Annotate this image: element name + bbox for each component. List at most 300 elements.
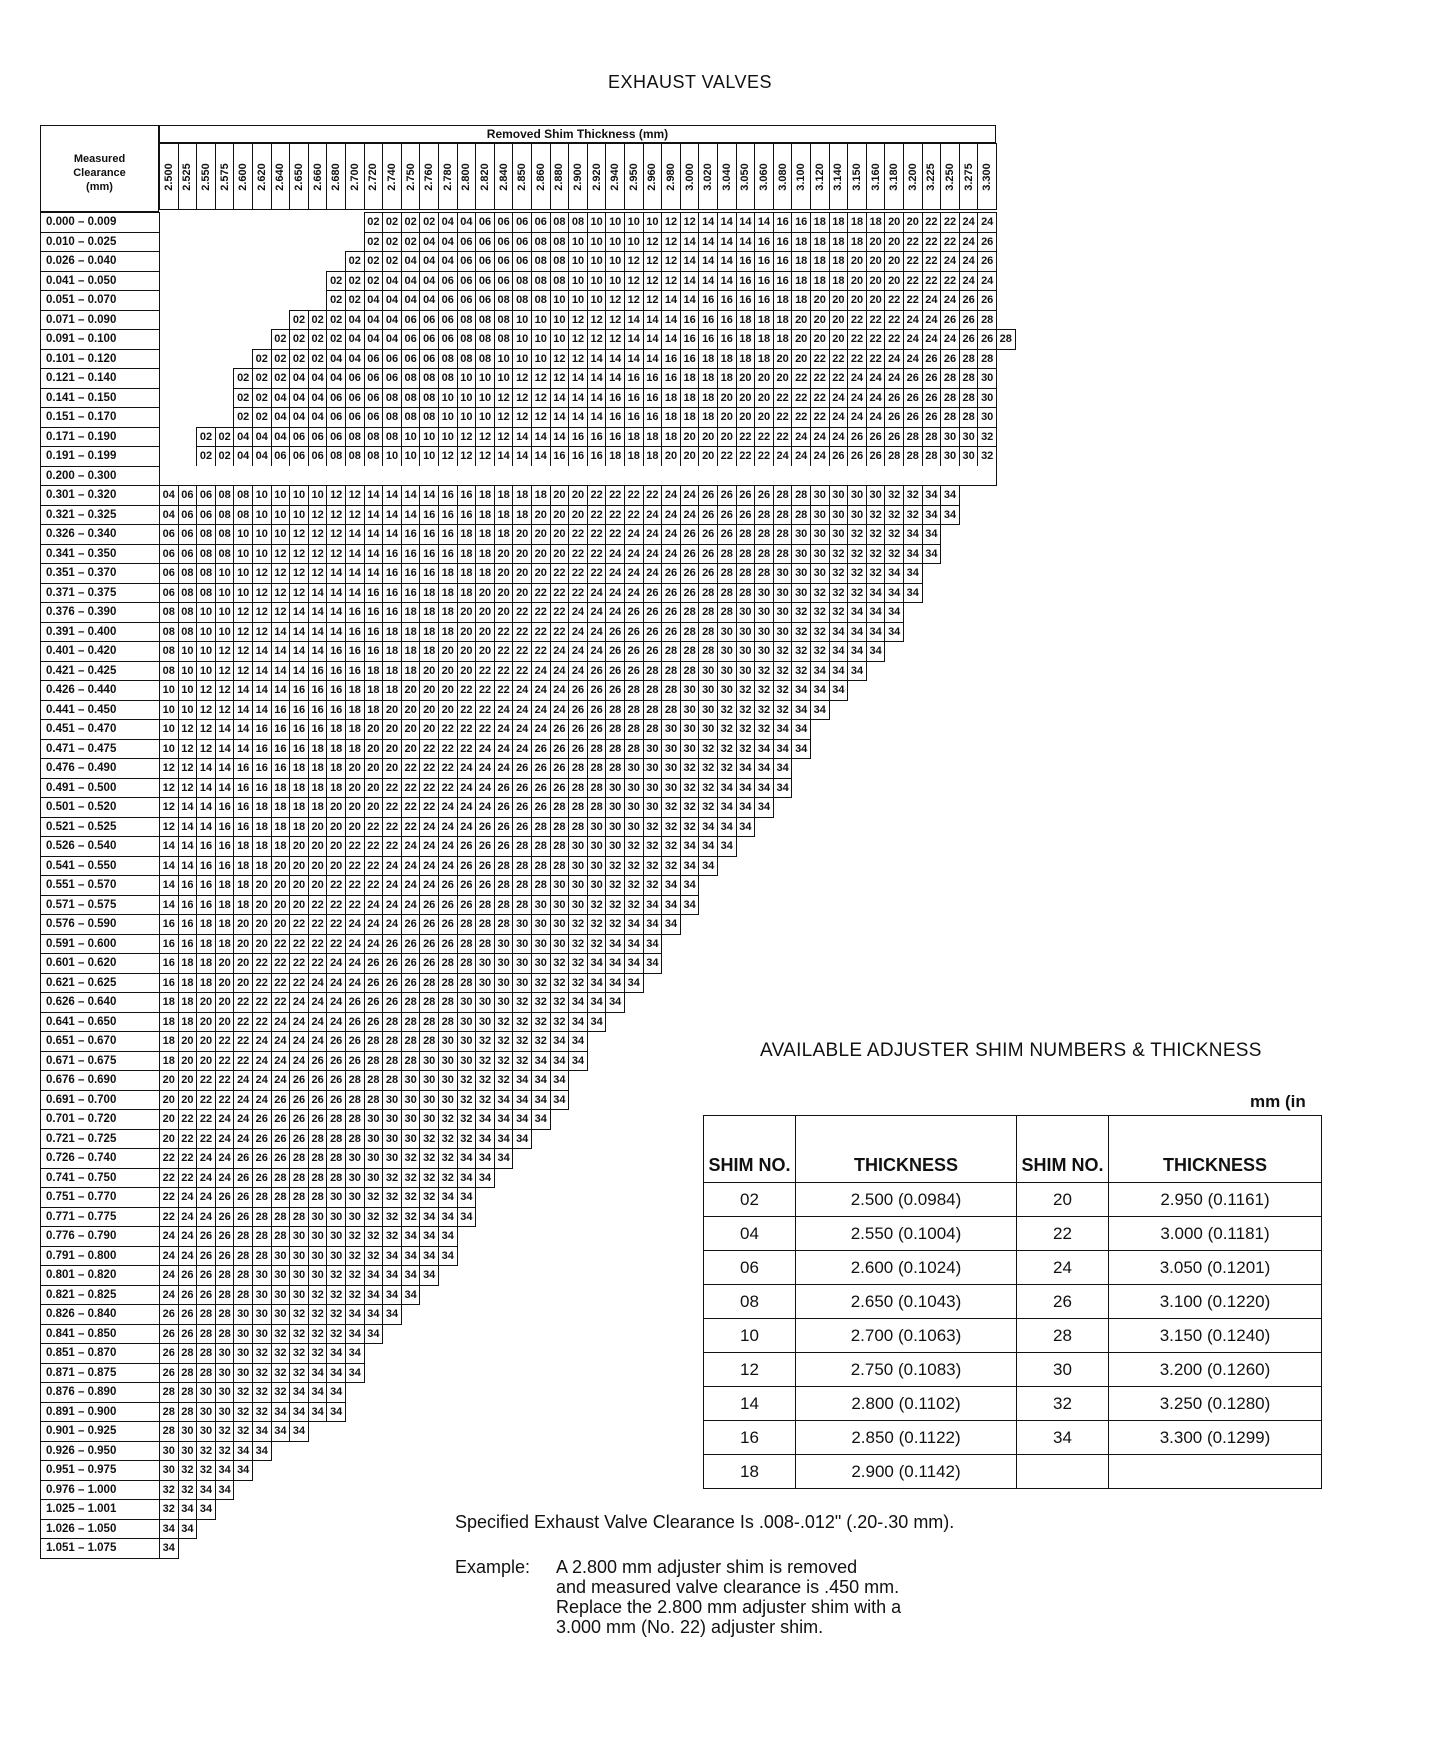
replacement-shim-cell: 04 xyxy=(364,329,384,350)
replacement-shim-cell: 30 xyxy=(643,739,663,760)
replacement-shim-cell: 32 xyxy=(196,1441,216,1462)
replacement-shim-cell: 02 xyxy=(196,427,216,448)
replacement-shim-cell: 22 xyxy=(940,212,960,233)
replacement-shim-cell: 18 xyxy=(475,505,495,526)
shim-thickness-column-header xyxy=(512,143,532,210)
clearance-range-label: 0.326 – 0.340 xyxy=(40,524,160,545)
replacement-shim-cell: 04 xyxy=(364,290,384,311)
replacement-shim-cell: 26 xyxy=(531,758,551,779)
replacement-shim-cell: 28 xyxy=(959,388,979,409)
replacement-shim-cell: 24 xyxy=(419,856,439,877)
column-value: 3.275 xyxy=(962,162,975,191)
replacement-shim-cell: 30 xyxy=(680,739,700,760)
replacement-shim-cell: 30 xyxy=(289,1226,309,1247)
replacement-shim-cell: 06 xyxy=(438,310,458,331)
replacement-shim-cell: 26 xyxy=(401,953,421,974)
replacement-shim-cell: 34 xyxy=(922,485,942,506)
replacement-shim-cell: 16 xyxy=(754,271,774,292)
replacement-shim-cell: 30 xyxy=(475,973,495,994)
replacement-shim-cell: 22 xyxy=(940,271,960,292)
replacement-shim-cell: 20 xyxy=(531,544,551,565)
replacement-shim-cell: 24 xyxy=(977,271,997,292)
replacement-shim-cell: 22 xyxy=(587,524,607,545)
replacement-shim-cell: 12 xyxy=(438,446,458,467)
replacement-shim-cell: 20 xyxy=(178,1070,198,1091)
replacement-shim-cell: 26 xyxy=(643,641,663,662)
replacement-shim-cell: 32 xyxy=(345,1265,365,1286)
replacement-shim-cell: 10 xyxy=(568,290,588,311)
replacement-shim-cell: 24 xyxy=(512,739,532,760)
replacement-shim-cell: 20 xyxy=(233,934,253,955)
replacement-shim-cell: 18 xyxy=(457,563,477,584)
replacement-shim-cell: 30 xyxy=(977,407,997,428)
replacement-shim-cell: 26 xyxy=(494,836,514,857)
replacement-shim-cell: 30 xyxy=(364,1129,384,1150)
replacement-shim-cell: 32 xyxy=(884,485,904,506)
replacement-shim-cell: 16 xyxy=(159,914,179,935)
replacement-shim-cell: 14 xyxy=(252,661,272,682)
replacement-shim-cell: 16 xyxy=(401,563,421,584)
replacement-shim-cell: 18 xyxy=(791,290,811,311)
column-value: 2.880 xyxy=(553,162,566,191)
replacement-shim-cell: 26 xyxy=(494,817,514,838)
replacement-shim-cell: 32 xyxy=(438,1168,458,1189)
replacement-shim-cell: 18 xyxy=(308,758,328,779)
replacement-shim-cell: 20 xyxy=(903,212,923,233)
replacement-shim-cell: 34 xyxy=(903,563,923,584)
replacement-shim-cell: 18 xyxy=(345,719,365,740)
replacement-shim-cell: 16 xyxy=(754,290,774,311)
replacement-shim-cell: 28 xyxy=(382,1051,402,1072)
replacement-shim-cell: 34 xyxy=(643,914,663,935)
replacement-shim-cell: 18 xyxy=(698,349,718,370)
replacement-shim-cell: 28 xyxy=(178,1363,198,1384)
replacement-shim-cell: 24 xyxy=(196,1148,216,1169)
replacement-shim-cell: 10 xyxy=(643,212,663,233)
replacement-shim-cell: 26 xyxy=(419,914,439,935)
column-value: 3.180 xyxy=(888,162,901,191)
replacement-shim-cell: 18 xyxy=(773,329,793,350)
replacement-shim-cell: 04 xyxy=(419,271,439,292)
replacement-shim-cell: 22 xyxy=(401,758,421,779)
replacement-shim-cell: 26 xyxy=(233,1148,253,1169)
replacement-shim-cell: 24 xyxy=(438,836,458,857)
replacement-shim-cell: 32 xyxy=(345,1246,365,1267)
replacement-shim-cell: 04 xyxy=(457,212,477,233)
replacement-shim-cell: 04 xyxy=(364,310,384,331)
replacement-shim-cell: 24 xyxy=(512,680,532,701)
column-value: 3.225 xyxy=(925,162,938,191)
replacement-shim-cell: 18 xyxy=(419,622,439,643)
replacement-shim-cell: 20 xyxy=(531,563,551,584)
replacement-shim-cell: 30 xyxy=(568,895,588,916)
replacement-shim-cell: 14 xyxy=(159,875,179,896)
shim-row xyxy=(704,1319,1322,1353)
replacement-shim-cell: 34 xyxy=(457,1168,477,1189)
replacement-shim-cell: 26 xyxy=(457,856,477,877)
replacement-shim-cell: 22 xyxy=(475,719,495,740)
replacement-shim-cell: 04 xyxy=(382,290,402,311)
replacement-shim-cell: 24 xyxy=(959,212,979,233)
replacement-shim-cell: 26 xyxy=(866,446,886,467)
replacement-shim-cell: 24 xyxy=(475,758,495,779)
replacement-shim-cell: 14 xyxy=(661,329,681,350)
replacement-shim-cell: 30 xyxy=(680,719,700,740)
clearance-range-label: 0.321 – 0.325 xyxy=(40,505,160,526)
replacement-shim-cell: 26 xyxy=(364,973,384,994)
replacement-shim-cell: 28 xyxy=(717,583,737,604)
replacement-shim-cell: 32 xyxy=(252,1402,272,1423)
replacement-shim-cell: 28 xyxy=(308,1168,328,1189)
replacement-shim-cell: 24 xyxy=(326,953,346,974)
replacement-shim-cell: 16 xyxy=(624,407,644,428)
replacement-shim-cell: 32 xyxy=(252,1343,272,1364)
replacement-shim-cell: 30 xyxy=(698,700,718,721)
replacement-shim-cell: 22 xyxy=(326,914,346,935)
replacement-shim-cell: 18 xyxy=(252,797,272,818)
shim-thickness-column-header xyxy=(457,143,477,210)
replacement-shim-cell: 28 xyxy=(587,797,607,818)
clearance-range-label: 0.801 – 0.820 xyxy=(40,1265,160,1286)
replacement-shim-cell: 14 xyxy=(178,856,198,877)
replacement-shim-cell: 14 xyxy=(233,700,253,721)
replacement-shim-cell: 12 xyxy=(568,310,588,331)
replacement-shim-cell: 18 xyxy=(252,817,272,838)
replacement-shim-cell: 30 xyxy=(624,817,644,838)
replacement-shim-cell: 34 xyxy=(401,1285,421,1306)
replacement-shim-cell: 12 xyxy=(550,368,570,389)
available-shims-header xyxy=(704,1116,1322,1183)
replacement-shim-cell: 28 xyxy=(791,505,811,526)
replacement-shim-cell: 02 xyxy=(345,271,365,292)
replacement-shim-cell: 32 xyxy=(512,992,532,1013)
replacement-shim-cell: 22 xyxy=(382,797,402,818)
replacement-shim-cell: 34 xyxy=(401,1246,421,1267)
replacement-shim-cell: 04 xyxy=(289,407,309,428)
replacement-shim-cell: 24 xyxy=(940,290,960,311)
replacement-shim-cell: 06 xyxy=(196,485,216,506)
replacement-shim-cell: 24 xyxy=(680,485,700,506)
replacement-shim-cell: 30 xyxy=(475,953,495,974)
replacement-shim-cell: 30 xyxy=(866,485,886,506)
replacement-shim-cell: 30 xyxy=(698,719,718,740)
replacement-shim-cell: 24 xyxy=(475,797,495,818)
replacement-shim-cell: 24 xyxy=(512,719,532,740)
replacement-shim-cell: 28 xyxy=(419,1031,439,1052)
replacement-shim-cell: 34 xyxy=(494,1090,514,1111)
replacement-shim-cell: 24 xyxy=(401,856,421,877)
replacement-shim-cell: 30 xyxy=(159,1460,179,1481)
replacement-shim-cell: 30 xyxy=(624,778,644,799)
replacement-shim-cell: 14 xyxy=(624,310,644,331)
replacement-shim-cell: 32 xyxy=(605,875,625,896)
replacement-shim-cell: 32 xyxy=(215,1441,235,1462)
replacement-shim-cell: 30 xyxy=(364,1148,384,1169)
replacement-shim-cell: 16 xyxy=(326,661,346,682)
replacement-shim-cell: 32 xyxy=(587,934,607,955)
replacement-shim-cell: 16 xyxy=(289,680,309,701)
replacement-shim-cell: 04 xyxy=(233,427,253,448)
replacement-shim-cell: 22 xyxy=(289,953,309,974)
column-value: 2.980 xyxy=(664,162,677,191)
replacement-shim-cell: 30 xyxy=(289,1285,309,1306)
shim-thickness-column-header xyxy=(494,143,514,210)
shim-row xyxy=(704,1421,1322,1455)
replacement-shim-cell: 20 xyxy=(419,700,439,721)
clearance-range-label: 0.051 – 0.070 xyxy=(40,290,160,311)
replacement-shim-cell: 28 xyxy=(364,1031,384,1052)
shim-number: 08 xyxy=(704,1285,796,1319)
replacement-shim-cell: 26 xyxy=(326,1090,346,1111)
replacement-shim-cell: 08 xyxy=(550,271,570,292)
replacement-shim-cell: 28 xyxy=(940,407,960,428)
replacement-shim-cell: 08 xyxy=(326,446,346,467)
clearance-range-label: 0.451 – 0.470 xyxy=(40,719,160,740)
replacement-shim-cell: 30 xyxy=(791,563,811,584)
replacement-shim-cell: 30 xyxy=(959,427,979,448)
replacement-shim-cell: 34 xyxy=(382,1265,402,1286)
replacement-shim-cell: 06 xyxy=(512,251,532,272)
replacement-shim-cell: 08 xyxy=(438,349,458,370)
replacement-shim-cell: 34 xyxy=(215,1480,235,1501)
replacement-shim-cell: 22 xyxy=(903,232,923,253)
replacement-shim-cell: 32 xyxy=(680,758,700,779)
column-value: 2.820 xyxy=(478,162,491,191)
replacement-shim-cell: 26 xyxy=(401,934,421,955)
clearance-range-label: 0.841 – 0.850 xyxy=(40,1324,160,1345)
replacement-shim-cell: 20 xyxy=(829,310,849,331)
replacement-shim-cell: 28 xyxy=(736,583,756,604)
replacement-shim-cell: 12 xyxy=(252,602,272,623)
replacement-shim-cell: 06 xyxy=(512,232,532,253)
replacement-shim-cell: 22 xyxy=(829,368,849,389)
replacement-shim-cell: 14 xyxy=(568,368,588,389)
replacement-shim-cell: 18 xyxy=(326,739,346,760)
replacement-shim-cell: 32 xyxy=(661,856,681,877)
replacement-shim-cell: 30 xyxy=(810,485,830,506)
replacement-shim-cell: 32 xyxy=(401,1187,421,1208)
replacement-shim-cell: 14 xyxy=(289,661,309,682)
replacement-shim-cell: 28 xyxy=(326,1129,346,1150)
replacement-shim-cell: 12 xyxy=(271,583,291,604)
replacement-shim-cell: 20 xyxy=(680,427,700,448)
replacement-shim-cell: 28 xyxy=(940,368,960,389)
replacement-shim-cell: 18 xyxy=(475,485,495,506)
replacement-shim-cell: 14 xyxy=(271,641,291,662)
replacement-shim-cell: 32 xyxy=(457,1129,477,1150)
replacement-shim-cell: 14 xyxy=(401,485,421,506)
replacement-shim-cell: 02 xyxy=(289,329,309,350)
replacement-shim-cell: 26 xyxy=(382,934,402,955)
replacement-shim-cell: 16 xyxy=(773,232,793,253)
replacement-shim-cell: 22 xyxy=(475,661,495,682)
replacement-shim-cell: 24 xyxy=(977,212,997,233)
replacement-shim-cell: 24 xyxy=(531,680,551,701)
replacement-shim-cell: 06 xyxy=(475,232,495,253)
shim-thickness-column-header xyxy=(884,143,904,210)
replacement-shim-cell: 20 xyxy=(401,680,421,701)
replacement-shim-cell: 10 xyxy=(605,212,625,233)
shim-thickness-column-header xyxy=(475,143,495,210)
replacement-shim-cell: 16 xyxy=(289,739,309,760)
replacement-shim-cell: 26 xyxy=(326,1051,346,1072)
replacement-shim-cell: 34 xyxy=(401,1265,421,1286)
replacement-shim-cell: 20 xyxy=(364,797,384,818)
replacement-shim-cell: 28 xyxy=(345,1090,365,1111)
replacement-shim-cell: 06 xyxy=(326,427,346,448)
replacement-shim-cell: 34 xyxy=(438,1187,458,1208)
replacement-shim-cell: 24 xyxy=(829,388,849,409)
replacement-shim-cell: 28 xyxy=(196,1324,216,1345)
replacement-shim-cell: 26 xyxy=(736,505,756,526)
replacement-shim-cell: 12 xyxy=(624,271,644,292)
replacement-shim-cell: 28 xyxy=(959,368,979,389)
replacement-shim-cell: 32 xyxy=(196,1460,216,1481)
replacement-shim-cell: 32 xyxy=(308,1324,328,1345)
replacement-shim-cell: 12 xyxy=(271,602,291,623)
replacement-shim-cell: 14 xyxy=(568,388,588,409)
replacement-shim-cell: 18 xyxy=(233,875,253,896)
replacement-shim-cell: 28 xyxy=(698,602,718,623)
replacement-shim-cell: 20 xyxy=(326,797,346,818)
replacement-shim-cell: 12 xyxy=(345,485,365,506)
replacement-shim-cell: 10 xyxy=(550,310,570,331)
replacement-shim-cell: 16 xyxy=(438,505,458,526)
replacement-shim-cell: 22 xyxy=(159,1187,179,1208)
replacement-shim-cell: 20 xyxy=(289,895,309,916)
replacement-shim-cell: 30 xyxy=(940,427,960,448)
replacement-shim-cell: 26 xyxy=(438,914,458,935)
replacement-shim-cell: 26 xyxy=(531,797,551,818)
replacement-shim-cell: 34 xyxy=(680,836,700,857)
shim-thickness-column-header xyxy=(661,143,681,210)
replacement-shim-cell: 22 xyxy=(215,1031,235,1052)
replacement-shim-cell: 20 xyxy=(308,856,328,877)
replacement-shim-cell: 24 xyxy=(494,758,514,779)
replacement-shim-cell: 20 xyxy=(382,700,402,721)
replacement-shim-cell: 34 xyxy=(829,641,849,662)
clearance-range-label: 0.726 – 0.740 xyxy=(40,1148,160,1169)
replacement-shim-cell: 06 xyxy=(494,232,514,253)
replacement-shim-cell: 30 xyxy=(550,914,570,935)
replacement-shim-cell: 32 xyxy=(401,1207,421,1228)
replacement-shim-cell: 34 xyxy=(550,1051,570,1072)
clearance-range-label: 0.771 – 0.775 xyxy=(40,1207,160,1228)
column-value: 3.200 xyxy=(906,162,919,191)
replacement-shim-cell: 08 xyxy=(401,407,421,428)
replacement-shim-cell: 22 xyxy=(271,934,291,955)
replacement-shim-cell: 26 xyxy=(550,778,570,799)
replacement-shim-cell: 28 xyxy=(382,1031,402,1052)
replacement-shim-cell: 10 xyxy=(531,310,551,331)
replacement-shim-cell: 24 xyxy=(661,505,681,526)
replacement-shim-cell: 24 xyxy=(959,271,979,292)
replacement-shim-cell: 12 xyxy=(178,778,198,799)
replacement-shim-cell: 22 xyxy=(903,271,923,292)
replacement-shim-cell: 14 xyxy=(568,407,588,428)
shim-thickness-column-header xyxy=(959,143,979,210)
replacement-shim-cell: 18 xyxy=(196,953,216,974)
replacement-shim-cell: 32 xyxy=(698,778,718,799)
replacement-shim-cell: 24 xyxy=(922,290,942,311)
replacement-shim-cell: 10 xyxy=(196,641,216,662)
replacement-shim-cell: 32 xyxy=(829,563,849,584)
replacement-shim-cell: 10 xyxy=(159,719,179,740)
replacement-shim-cell: 30 xyxy=(680,700,700,721)
replacement-shim-cell: 28 xyxy=(531,836,551,857)
replacement-shim-cell: 34 xyxy=(847,622,867,643)
replacement-shim-cell: 12 xyxy=(196,739,216,760)
replacement-shim-cell: 26 xyxy=(568,700,588,721)
replacement-shim-cell: 20 xyxy=(345,778,365,799)
replacement-shim-cell: 28 xyxy=(512,895,532,916)
replacement-shim-cell: 20 xyxy=(829,290,849,311)
shim-thickness: 2.800 (0.1102) xyxy=(796,1387,1017,1421)
shim-number: 18 xyxy=(704,1455,796,1489)
replacement-shim-cell: 22 xyxy=(717,446,737,467)
replacement-shim-cell: 26 xyxy=(271,1090,291,1111)
replacement-shim-cell: 20 xyxy=(401,719,421,740)
replacement-shim-cell: 24 xyxy=(773,446,793,467)
replacement-shim-cell: 34 xyxy=(847,602,867,623)
replacement-shim-cell: 14 xyxy=(698,251,718,272)
replacement-shim-cell: 08 xyxy=(457,329,477,350)
replacement-shim-cell: 08 xyxy=(494,329,514,350)
shim-number: 34 xyxy=(1017,1421,1109,1455)
replacement-shim-cell: 32 xyxy=(791,602,811,623)
replacement-shim-cell: 26 xyxy=(512,758,532,779)
replacement-shim-cell: 28 xyxy=(550,797,570,818)
replacement-shim-cell: 28 xyxy=(512,875,532,896)
replacement-shim-cell: 28 xyxy=(773,505,793,526)
replacement-shim-cell: 18 xyxy=(401,602,421,623)
replacement-shim-cell: 28 xyxy=(419,992,439,1013)
replacement-shim-cell: 28 xyxy=(531,875,551,896)
replacement-shim-cell: 34 xyxy=(438,1207,458,1228)
replacement-shim-cell: 14 xyxy=(252,641,272,662)
clearance-range-label: 0.571 – 0.575 xyxy=(40,895,160,916)
column-value: 2.750 xyxy=(404,162,417,191)
replacement-shim-cell: 32 xyxy=(364,1226,384,1247)
shim-thickness-column-header xyxy=(829,143,849,210)
replacement-shim-cell: 20 xyxy=(252,895,272,916)
replacement-shim-cell: 22 xyxy=(922,212,942,233)
replacement-shim-cell: 20 xyxy=(475,622,495,643)
replacement-shim-cell: 34 xyxy=(903,524,923,545)
replacement-shim-cell: 34 xyxy=(791,680,811,701)
shim-row xyxy=(704,1183,1322,1217)
replacement-shim-cell: 22 xyxy=(922,251,942,272)
replacement-shim-cell: 20 xyxy=(382,739,402,760)
replacement-shim-cell: 16 xyxy=(717,329,737,350)
replacement-shim-cell: 12 xyxy=(215,700,235,721)
replacement-shim-cell: 18 xyxy=(661,427,681,448)
shim-thickness-column-header xyxy=(717,143,737,210)
replacement-shim-cell: 32 xyxy=(587,914,607,935)
replacement-shim-cell: 30 xyxy=(605,797,625,818)
replacement-shim-cell: 34 xyxy=(196,1480,216,1501)
replacement-shim-cell: 24 xyxy=(233,1090,253,1111)
replacement-shim-cell: 16 xyxy=(233,817,253,838)
replacement-shim-cell: 16 xyxy=(382,583,402,604)
replacement-shim-cell: 30 xyxy=(345,1148,365,1169)
replacement-shim-cell: 06 xyxy=(438,271,458,292)
clearance-range-label: 0.526 – 0.540 xyxy=(40,836,160,857)
replacement-shim-cell: 16 xyxy=(326,641,346,662)
replacement-shim-cell: 20 xyxy=(884,232,904,253)
replacement-shim-cell: 08 xyxy=(419,388,439,409)
replacement-shim-cell: 06 xyxy=(178,544,198,565)
